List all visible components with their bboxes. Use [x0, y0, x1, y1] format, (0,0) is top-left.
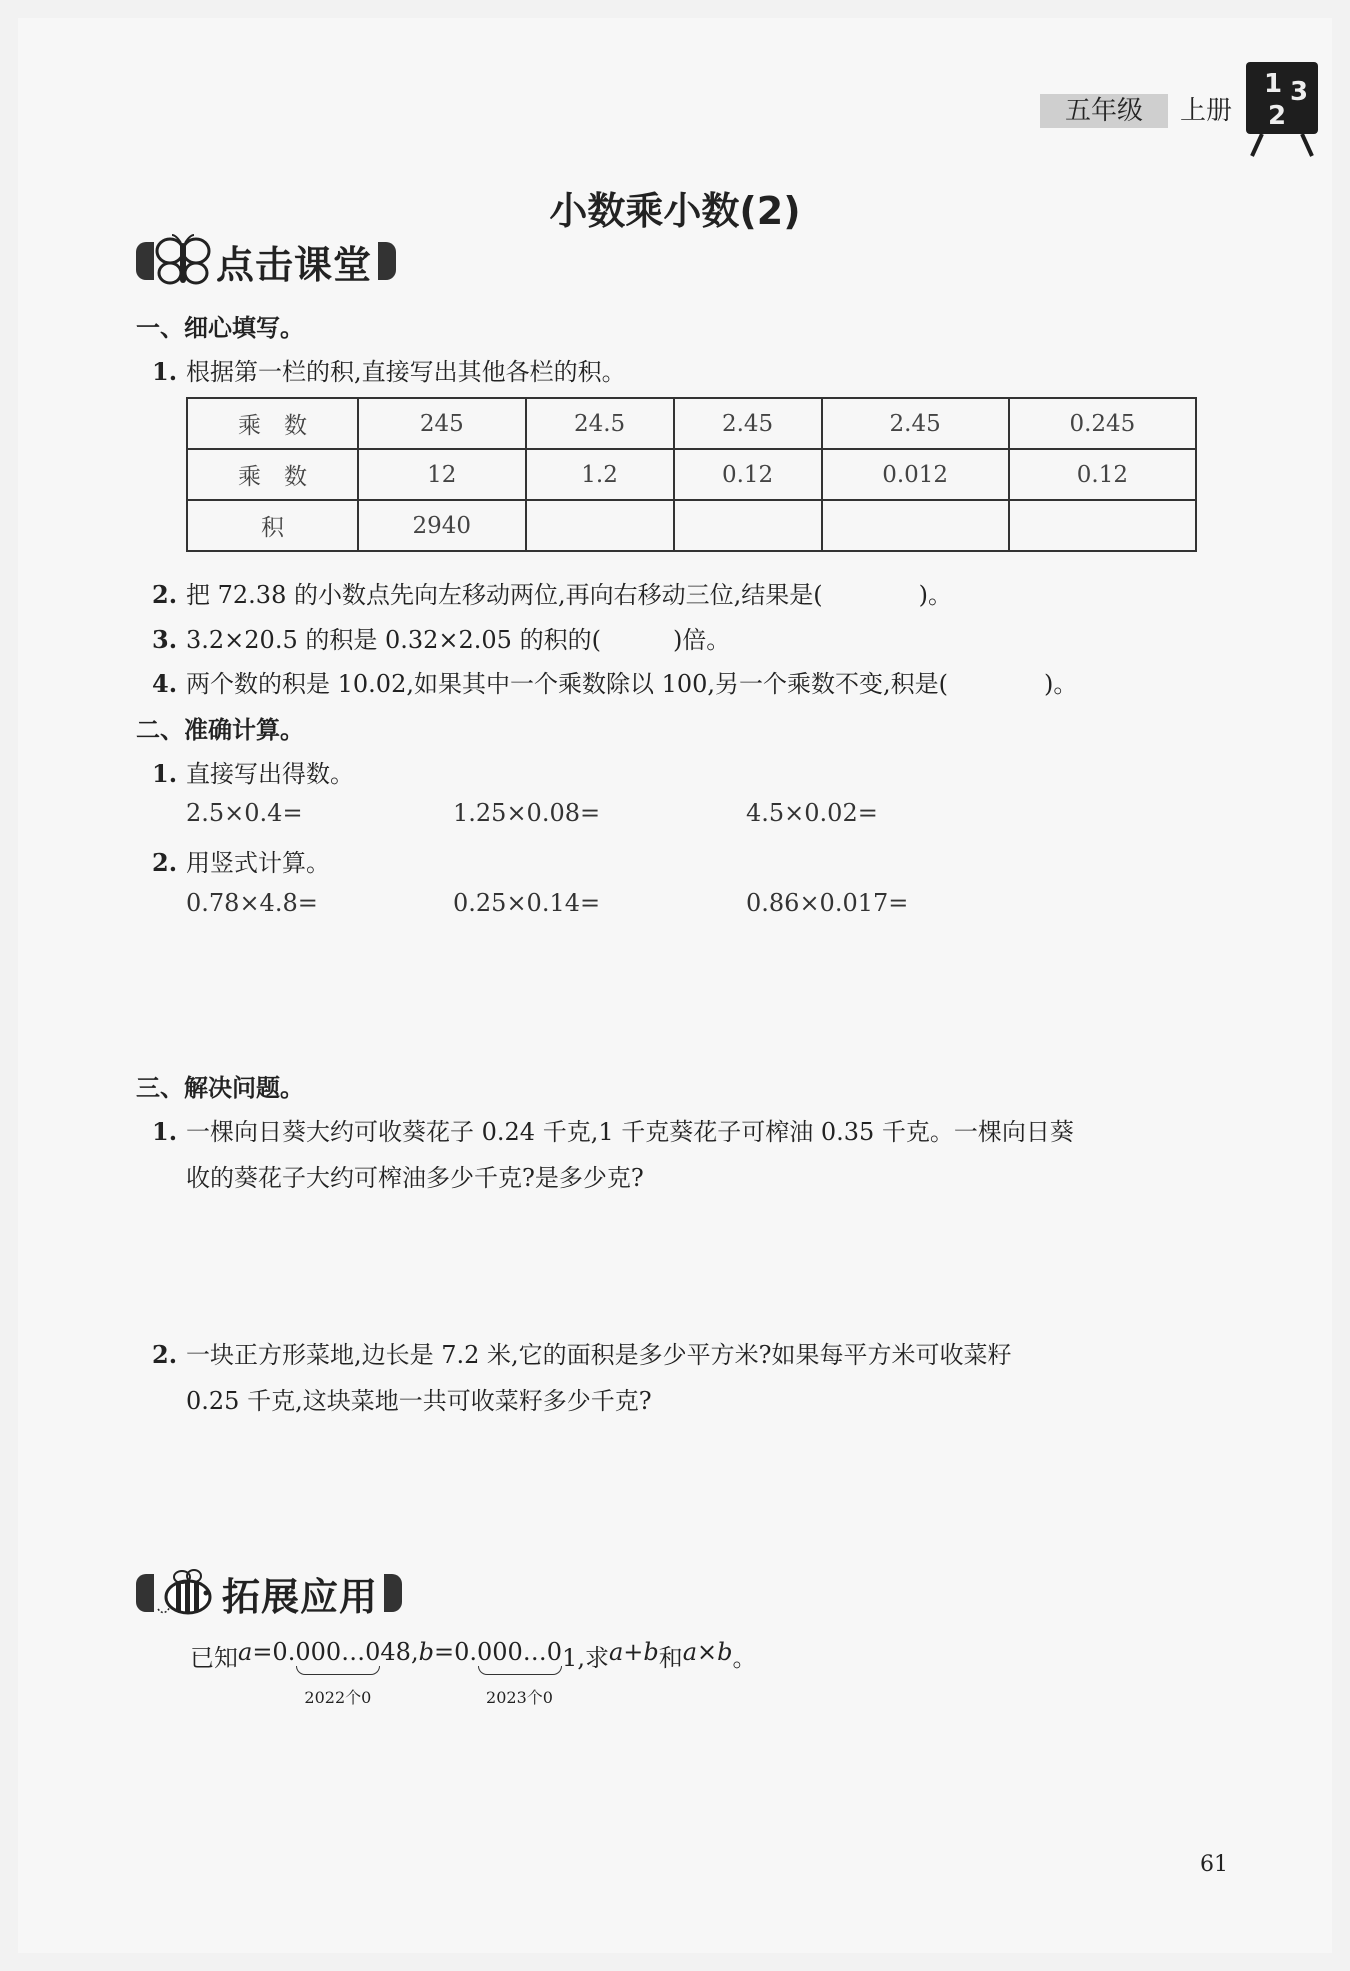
repeating-zeros-b: 000…0 2023个0	[476, 1638, 563, 1707]
table-cell: 0.245	[1009, 398, 1196, 449]
table-cell: 乘 数	[187, 398, 358, 449]
table-cell: 0.012	[822, 449, 1009, 500]
answer-cell[interactable]	[822, 500, 1009, 551]
question-3-2-line1: 2. 一块正方形菜地,边长是 7.2 米,它的面积是多少平方米?如果每平方米可收菜籽	[152, 1340, 1012, 1369]
page-number: 61	[1200, 1852, 1228, 1877]
extension-question: 已知 a =0. 000…0 2022个0 48, b =0. 000…0 2023个0 1,求 a+b 和 a×b 。	[190, 1638, 757, 1707]
question-1-1: 1. 根据第一栏的积,直接写出其他各栏的积。	[152, 357, 626, 386]
banner-left-cap	[136, 242, 154, 280]
banner-classroom-text: 点击课堂	[216, 242, 373, 287]
underbrace	[478, 1666, 562, 1675]
banner-extension	[136, 1570, 402, 1619]
heading-fill-in: 一、细心填写。	[136, 314, 304, 342]
table-cell: 0.12	[674, 449, 822, 500]
banner-extension-text: 拓展应用	[222, 1574, 379, 1619]
banner-classroom	[136, 238, 396, 287]
table-cell: 1.2	[526, 449, 674, 500]
underbrace	[296, 1666, 380, 1675]
table-cell: 2.45	[674, 398, 822, 449]
zeros-count-b: 2023个0	[486, 1688, 553, 1707]
question-2-1: 1. 直接写出得数。	[152, 759, 354, 788]
vertical-calc-item: 0.86×0.017=	[746, 889, 909, 917]
question-2-2: 2. 用竖式计算。	[152, 848, 330, 877]
answer-cell[interactable]	[674, 500, 822, 551]
question-1-4: 4. 两个数的积是 10.02,如果其中一个乘数除以 100,另一个乘数不变,积是( )。	[152, 669, 1078, 698]
question-3-1-line2: 收的葵花子大约可榨油多少千克?是多少克?	[186, 1164, 644, 1192]
table-cell: 0.12	[1009, 449, 1196, 500]
table-row	[187, 449, 1196, 500]
question-3-1-line1: 1. 一棵向日葵大约可收葵花子 0.24 千克,1 千克葵花子可榨油 0.35 千克。一棵向日葵	[152, 1117, 1074, 1146]
table-row	[187, 398, 1196, 449]
repeating-zeros-a: 000…0 2022个0	[295, 1638, 381, 1707]
banner-right-cap	[378, 242, 396, 280]
volume-label: 上册	[1180, 96, 1233, 126]
table-cell: 24.5	[526, 398, 674, 449]
table-cell: 乘 数	[187, 449, 358, 500]
banner-right-cap	[384, 1574, 402, 1612]
mental-math-item: 1.25×0.08=	[453, 799, 601, 827]
table-row	[187, 500, 1196, 551]
banner-left-cap	[136, 1574, 154, 1612]
table-cell: 12	[358, 449, 526, 500]
answer-cell[interactable]	[1009, 500, 1196, 551]
board-digit-3: 2	[1268, 101, 1287, 131]
grade-label: 五年级	[1040, 94, 1168, 128]
mental-math-item: 2.5×0.4=	[186, 799, 303, 827]
question-1-3: 3. 3.2×20.5 的积是 0.32×2.05 的积的( )倍。	[152, 625, 731, 654]
chalkboard-icon	[1244, 58, 1320, 158]
vertical-calc-item: 0.78×4.8=	[186, 889, 318, 917]
heading-problems: 三、解决问题。	[136, 1074, 304, 1102]
question-3-2-line2: 0.25 千克,这块菜地一共可收菜籽多少千克?	[186, 1387, 652, 1415]
bee-icon	[154, 1565, 218, 1621]
table-cell: 积	[187, 500, 358, 551]
question-1-2: 2. 把 72.38 的小数点先向左移动两位,再向右移动三位,结果是( )。	[152, 580, 952, 609]
board-digit-2: 3	[1290, 77, 1309, 107]
board-digit-1: 1	[1264, 69, 1283, 99]
mental-math-item: 4.5×0.02=	[746, 799, 878, 827]
vertical-calc-item: 0.25×0.14=	[453, 889, 601, 917]
answer-cell[interactable]	[526, 500, 674, 551]
heading-calculation: 二、准确计算。	[136, 716, 304, 744]
butterfly-icon	[154, 233, 212, 289]
page-title: 小数乘小数(2)	[549, 189, 801, 233]
zeros-count-a: 2022个0	[304, 1688, 372, 1707]
table-cell: 245	[358, 398, 526, 449]
table-cell: 2.45	[822, 398, 1009, 449]
table-cell: 2940	[358, 500, 526, 551]
product-table	[186, 397, 1197, 552]
